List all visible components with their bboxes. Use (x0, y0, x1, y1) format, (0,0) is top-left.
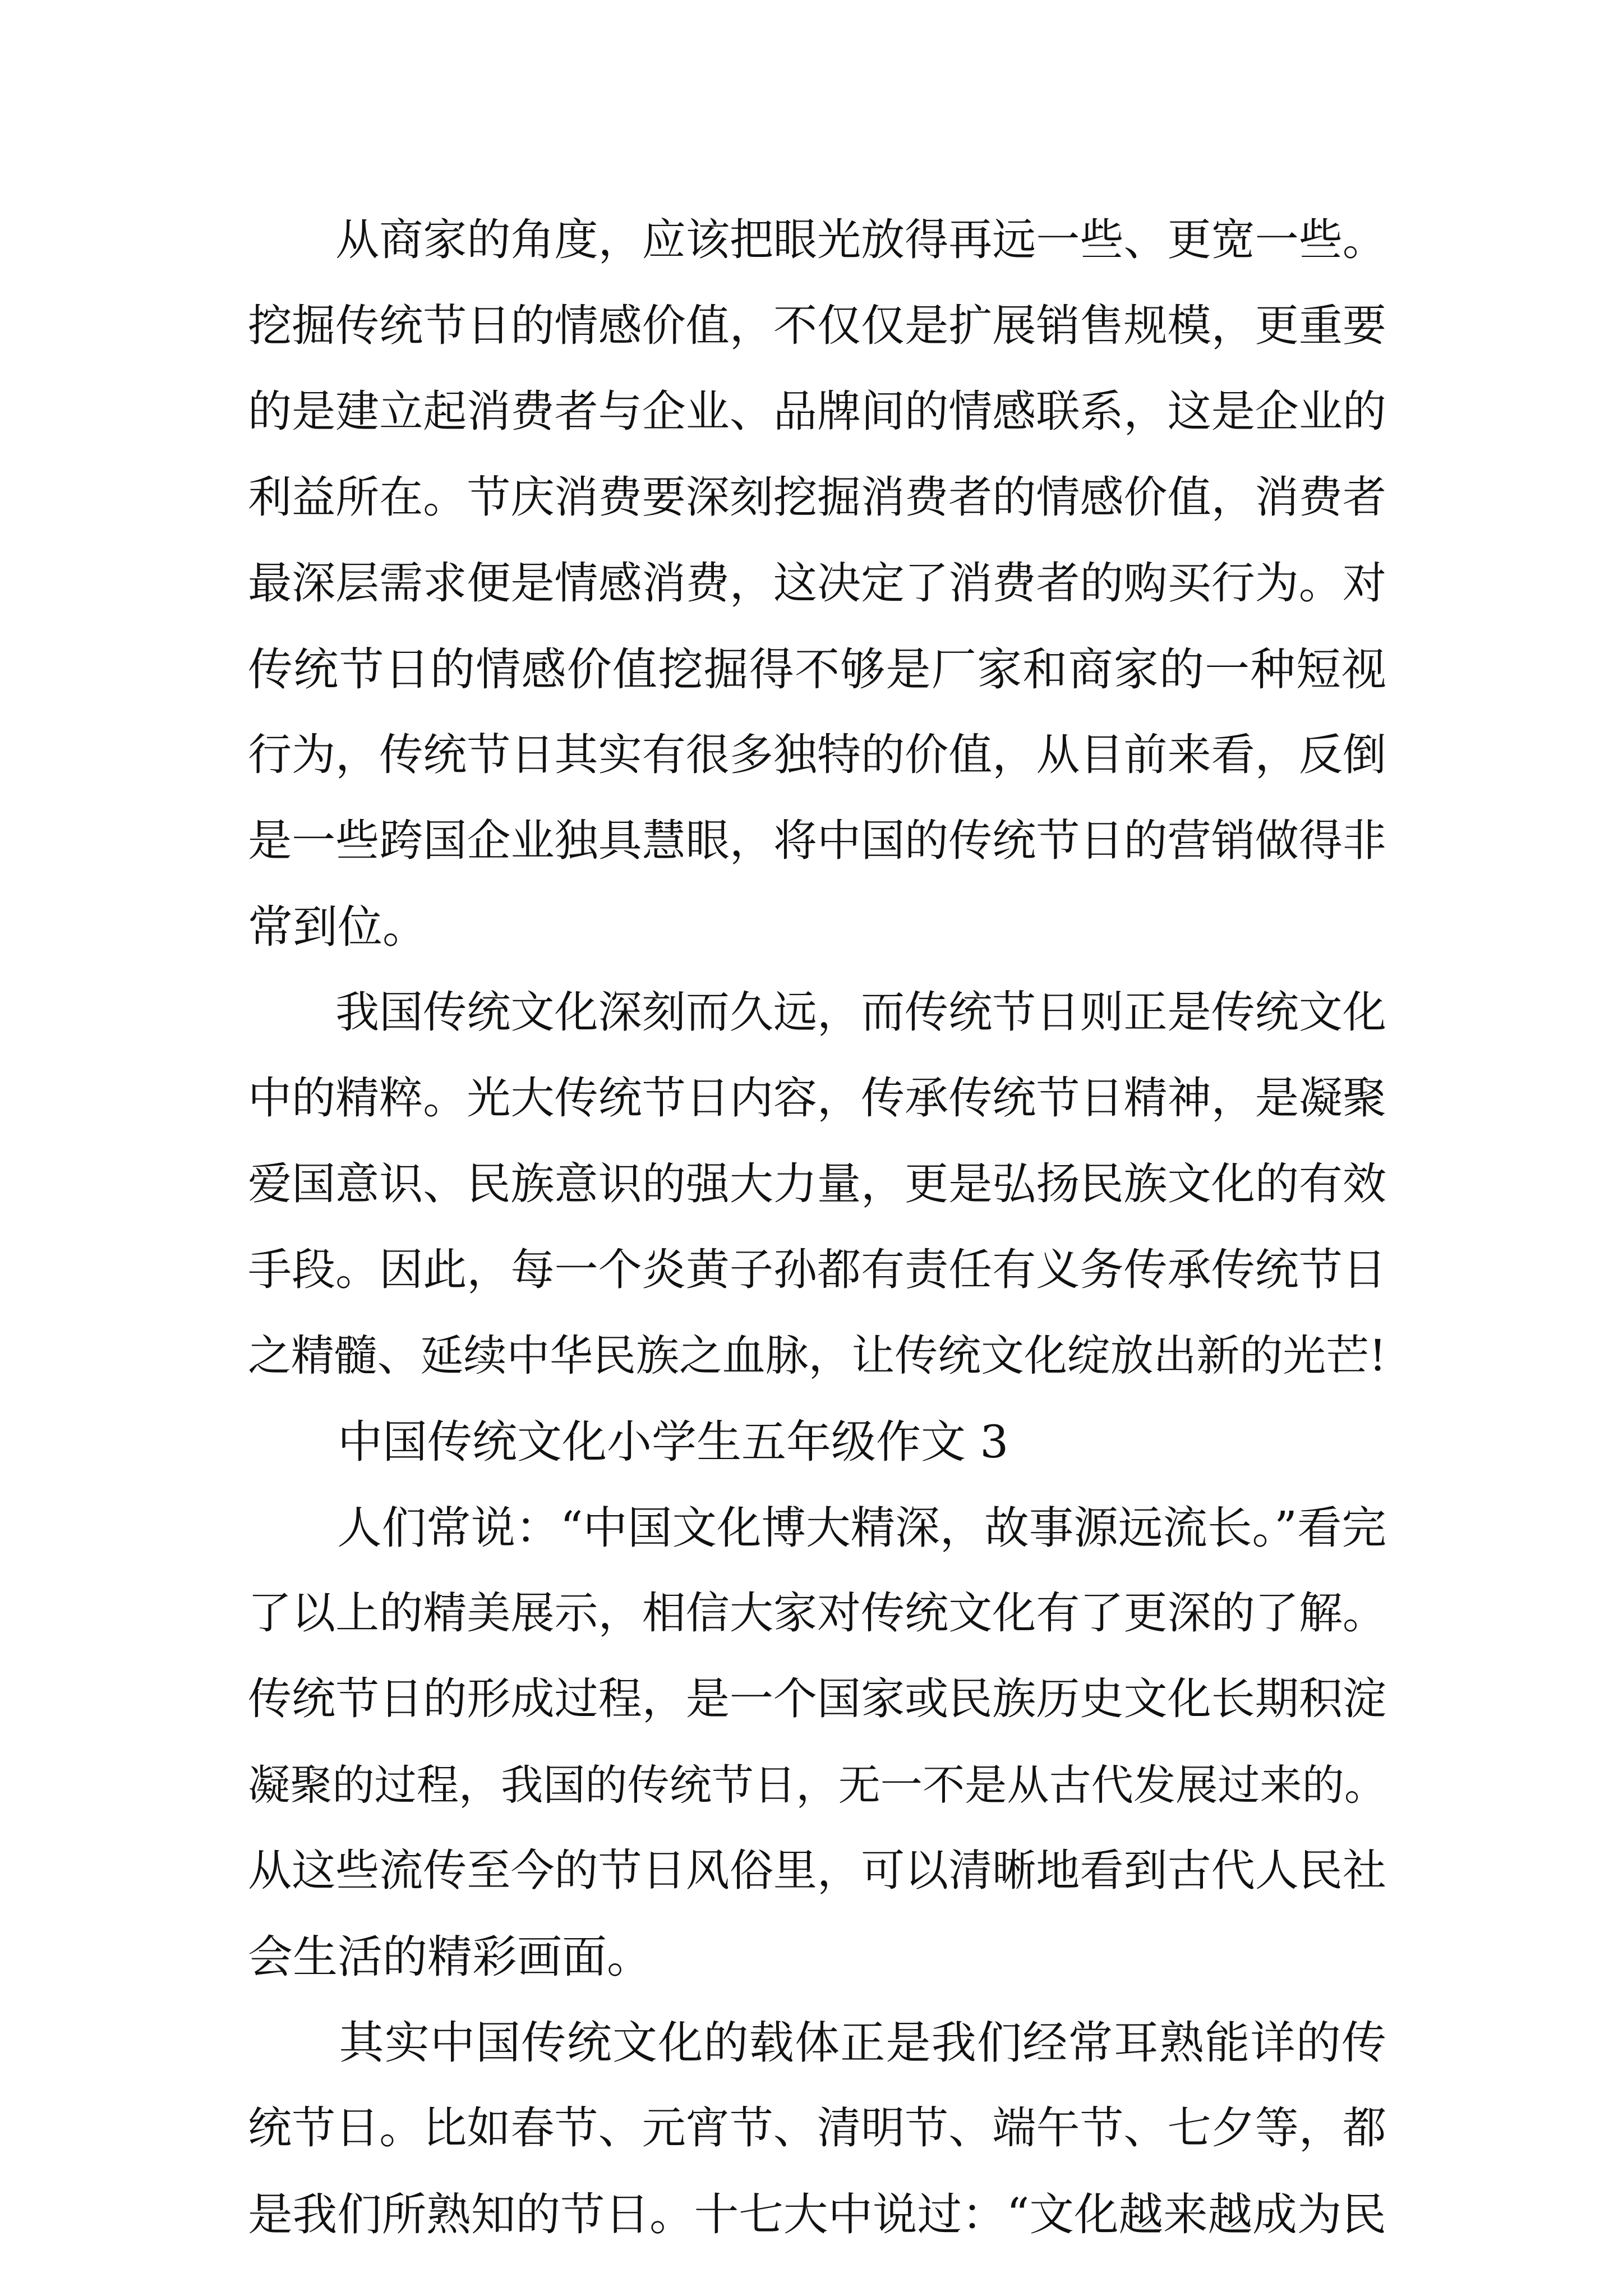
text-line: 中国传统文化小学生五年级作文 3 (248, 1416, 1009, 1468)
text-line: 爱国意识、民族意识的强大力量，更是弘扬民族文化的有效 (248, 1159, 1386, 1209)
text-line: 凝聚的过程，我国的传统节日，无一不是从古代发展过来的。 (248, 1760, 1386, 1810)
text-line: 人们常说：“中国文化博大精深，故事源远流长。”看完 (248, 1502, 1386, 1554)
text-line: 最深层需求便是情感消费，这决定了消费者的购买行为。对 (248, 558, 1386, 609)
text-line: 挖掘传统节日的情感价值，不仅仅是扩展销售规模，更重要 (248, 301, 1386, 351)
text-line: 手段。因此，每一个炎黄子孙都有责任有义务传承传统节日 (248, 1245, 1386, 1295)
document-body (248, 197, 1386, 2257)
text-line: 从商家的角度，应该把眼光放得再远一些、更宽一些。 (248, 215, 1386, 265)
text-line: 中的精粹。光大传统节日内容，传承传统节日精神，是凝聚 (248, 1073, 1386, 1124)
text-line: 利益所在。节庆消费要深刻挖掘消费者的情感价值，消费者 (248, 472, 1386, 523)
text-line: 的是建立起消费者与企业、品牌间的情感联系，这是企业的 (248, 386, 1386, 437)
text-line: 统节日。比如春节、元宵节、清明节、端午节、七夕等，都 (248, 2103, 1386, 2154)
text-line: 是一些跨国企业独具慧眼，将中国的传统节日的营销做得非 (248, 816, 1386, 866)
text-line: 行为，传统节日其实有很多独特的价值，从目前来看，反倒 (248, 730, 1386, 780)
text-line: 之精髓、延续中华民族之血脉，让传统文化绽放出新的光芒! (248, 1331, 1386, 1381)
text-line: 常到位。 (248, 901, 427, 953)
text-line: 传统节日的情感价值挖掘得不够是厂家和商家的一种短视 (248, 643, 1386, 696)
text-line: 从这些流传至今的节日风俗里，可以清晰地看到古代人民社 (248, 1846, 1386, 1896)
text-line: 传统节日的形成过程，是一个国家或民族历史文化长期积淀 (248, 1674, 1386, 1724)
text-line: 是我们所熟知的节日。十七大中说过：“文化越来越成为民 (248, 2188, 1386, 2240)
text-line: 会生活的精彩画面。 (248, 1931, 652, 1983)
text-line: 我国传统文化深刻而久远，而传统节日则正是传统文化 (248, 987, 1386, 1038)
text-line: 了以上的精美展示，相信大家对传统文化有了更深的了解。 (248, 1588, 1386, 1639)
text-line: 其实中国传统文化的载体正是我们经常耳熟能详的传 (248, 2017, 1386, 2069)
